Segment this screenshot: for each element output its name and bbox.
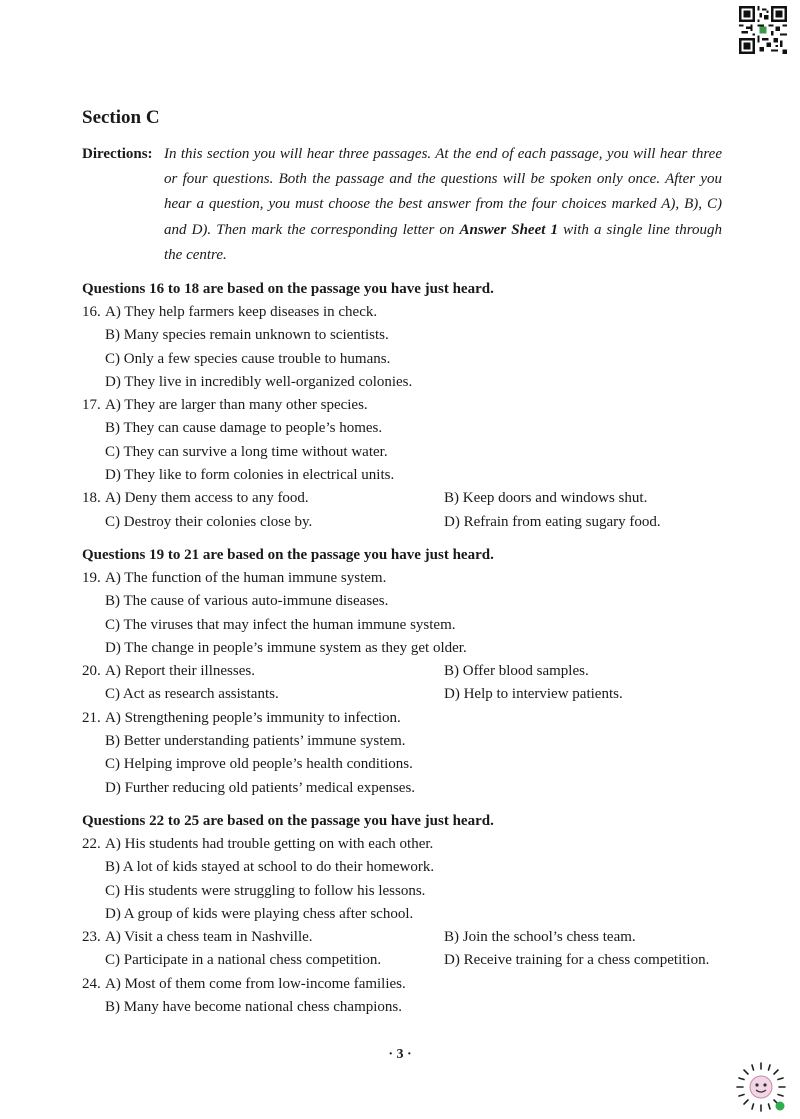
answer-option: A) They are larger than many other species. (105, 397, 368, 414)
question-row (82, 511, 742, 534)
answer-option: C) Helping improve old people’s health conditions. (105, 756, 413, 773)
question-row (82, 441, 742, 464)
question-row (82, 777, 742, 800)
question-row (82, 348, 742, 371)
group-heading: Questions 22 to 25 are based on the passage you have just heard. (82, 812, 494, 829)
directions-label: Directions: (82, 146, 153, 162)
question-row (82, 371, 742, 394)
answer-option: A) Deny them access to any food. (105, 490, 309, 507)
question-number: 17. (82, 397, 101, 414)
question-row (82, 880, 742, 903)
question-number: 24. (82, 975, 101, 992)
questions-content (82, 278, 742, 1019)
answer-option: C) Participate in a national chess competition. (105, 952, 382, 969)
question-row (82, 660, 742, 683)
question-row (82, 590, 742, 613)
answer-option: D) They live in incredibly well-organized colonies. (105, 373, 413, 390)
answer-option: B) Better understanding patients’ immune system. (105, 733, 406, 750)
question-group (82, 544, 742, 800)
question-row (82, 683, 742, 706)
directions-text-part: In this section you will hear three passages. At the end of each passage, you will hear three or four questions. Both the passage and the questions will be spoken only once. After you hear a question, you must choose the best answer from the four choices marked A), B), C) and D). Then mark the corresponding letter on (164, 146, 722, 238)
question-row (82, 394, 742, 417)
mini-program-code-icon (734, 1060, 788, 1114)
question-number: 19. (82, 569, 101, 586)
question-row (82, 730, 742, 753)
answer-option: D) Further reducing old patients’ medical expenses. (105, 779, 416, 796)
answer-option: A) Most of them come from low-income families. (105, 975, 406, 992)
question-row (82, 833, 742, 856)
question-row (82, 856, 742, 879)
answer-option: B) Many have become national chess champions. (105, 999, 402, 1016)
question-number: 21. (82, 709, 101, 726)
question-row (82, 487, 742, 510)
answer-option: A) They help farmers keep diseases in check. (105, 304, 378, 320)
question-row (82, 567, 742, 590)
question-number: 23. (82, 929, 101, 946)
answer-option: A) Visit a chess team in Nashville. (105, 929, 313, 946)
question-row (82, 949, 742, 972)
answer-option: D) Help to interview patients. (444, 686, 623, 703)
answer-option: C) The viruses that may infect the human immune system. (105, 616, 456, 633)
question-row (82, 464, 742, 487)
question-row (82, 417, 742, 440)
answer-option: D) They like to form colonies in electrical units. (105, 467, 395, 484)
question-row (82, 973, 742, 996)
question-row (82, 926, 742, 949)
answer-option: C) Destroy their colonies close by. (105, 513, 313, 530)
question-row (82, 637, 742, 660)
section-title: Section C (82, 107, 160, 128)
answer-option: C) His students were struggling to follow his lessons. (105, 882, 426, 899)
answer-option: C) Only a few species cause trouble to humans. (105, 350, 391, 367)
question-row (82, 614, 742, 637)
answer-option: B) They can cause damage to people’s homes. (105, 420, 383, 437)
answer-option: B) Join the school’s chess team. (444, 929, 636, 946)
answer-option: B) Keep doors and windows shut. (444, 490, 648, 507)
answer-option: B) A lot of kids stayed at school to do their homework. (105, 859, 435, 876)
answer-option: D) Refrain from eating sugary food. (444, 513, 661, 530)
answer-option: D) The change in people’s immune system as they get older. (105, 639, 467, 656)
answer-option: A) The function of the human immune system. (105, 569, 387, 586)
question-row (82, 753, 742, 776)
question-number: 20. (82, 663, 101, 680)
answer-option: A) His students had trouble getting on with each other. (105, 835, 434, 852)
question-row (82, 301, 742, 324)
answer-option: D) Receive training for a chess competition. (444, 952, 710, 969)
answer-sheet-emphasis: Answer Sheet 1 (459, 221, 558, 238)
page-number: · 3 · (388, 1047, 412, 1062)
question-group (82, 810, 742, 1019)
group-heading: Questions 16 to 18 are based on the passage you have just heard. (82, 281, 494, 297)
qr-code-icon (739, 6, 787, 54)
answer-option: B) Offer blood samples. (444, 663, 589, 680)
answer-option: B) Many species remain unknown to scientists. (105, 327, 389, 344)
question-number: 18. (82, 490, 101, 507)
question-group (82, 278, 742, 534)
question-number: 22. (82, 835, 101, 852)
question-row (82, 324, 742, 347)
answer-option: D) A group of kids were playing chess after school. (105, 905, 414, 922)
answer-option: A) Strengthening people’s immunity to infection. (105, 709, 401, 726)
answer-option: B) The cause of various auto-immune diseases. (105, 593, 389, 610)
group-heading: Questions 19 to 21 are based on the passage you have just heard. (82, 546, 494, 563)
directions (82, 142, 722, 268)
directions-text-part: with a single line through the centre. (164, 221, 722, 263)
question-row (82, 903, 742, 926)
answer-option: A) Report their illnesses. (105, 663, 255, 680)
question-row (82, 707, 742, 730)
answer-option: C) They can survive a long time without water. (105, 443, 388, 460)
question-row (82, 996, 742, 1019)
question-number: 16. (82, 304, 101, 320)
directions-text (164, 142, 722, 268)
answer-option: C) Act as research assistants. (105, 686, 279, 703)
